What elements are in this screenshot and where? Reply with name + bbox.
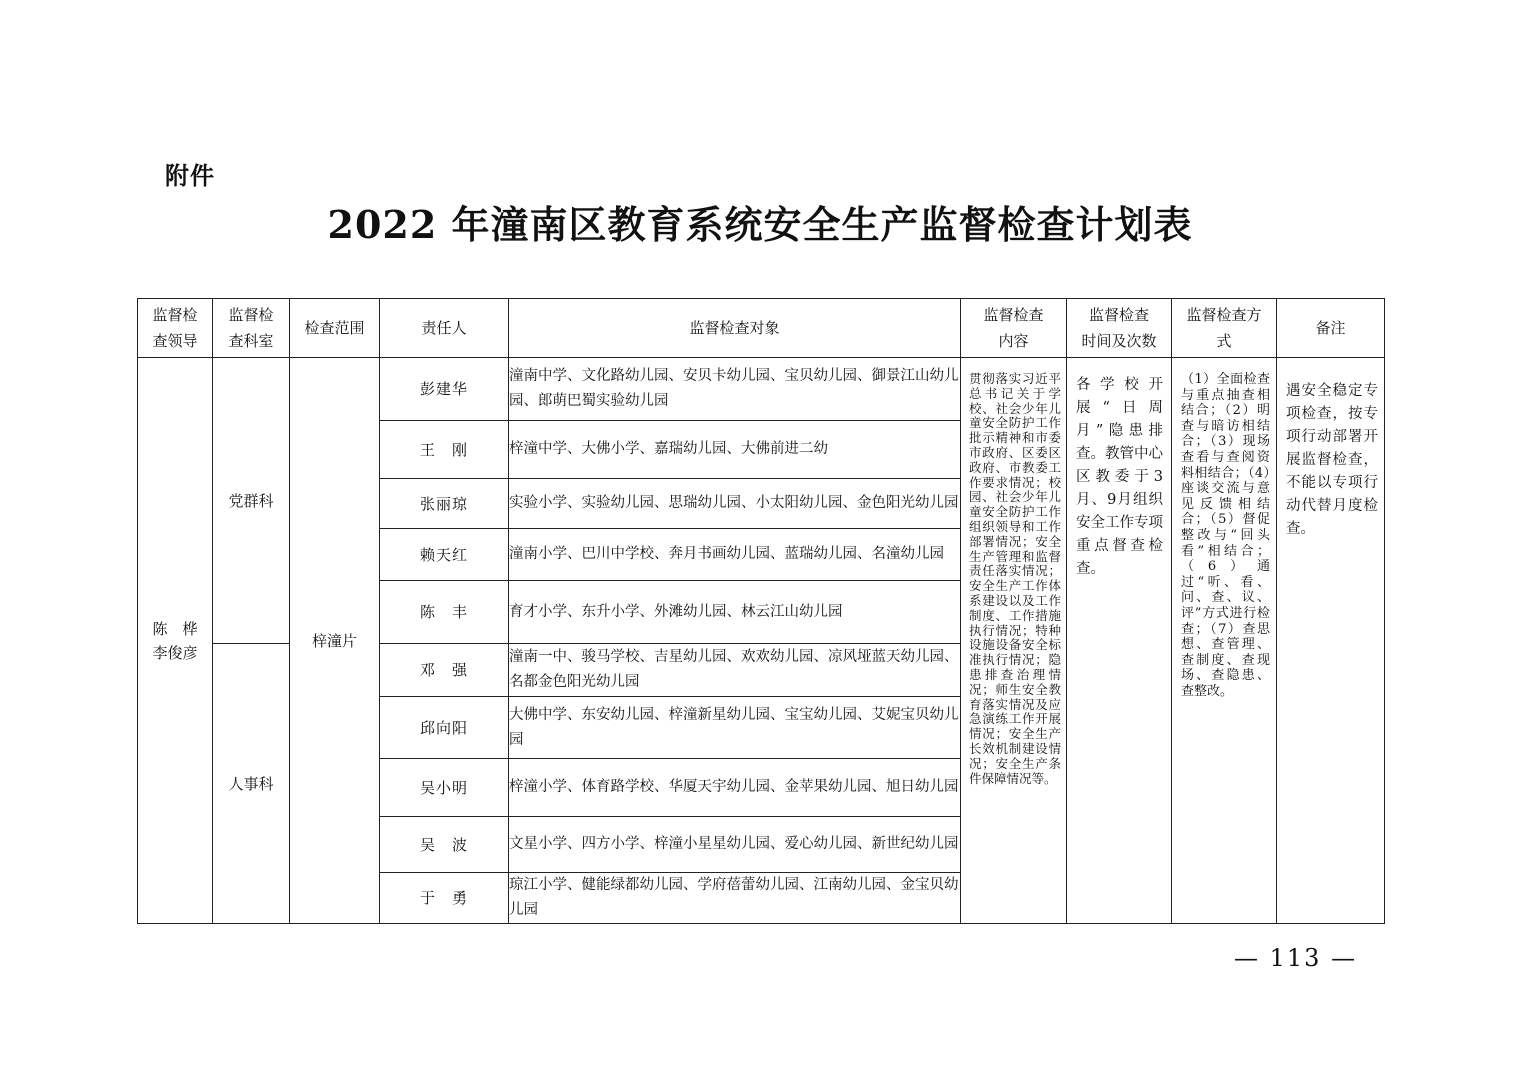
person-cell: 彭建华: [380, 358, 509, 421]
header-scope: 检查范围: [290, 299, 380, 358]
header-person: 责任人: [380, 299, 509, 358]
header-content: 监督检查 内容: [961, 299, 1067, 358]
department-cell: 人事科: [213, 644, 290, 924]
targets-cell: 大佛中学、东安幼儿园、梓潼新星幼儿园、宝宝幼儿园、艾妮宝贝幼儿园: [509, 697, 961, 759]
page-number: — 113 —: [1234, 944, 1358, 972]
person-cell: 王 刚: [380, 421, 509, 479]
targets-cell: 文星小学、四方小学、梓潼小星星幼儿园、爱心幼儿园、新世纪幼儿园: [509, 817, 961, 873]
department-cell: 党群科: [213, 358, 290, 644]
time-cell: [1067, 358, 1172, 924]
targets-cell: 育才小学、东升小学、外滩幼儿园、林云江山幼儿园: [509, 581, 961, 644]
header-targets: 监督检查对象: [509, 299, 961, 358]
person-cell: 吴小明: [380, 759, 509, 817]
content-text: 贯彻落实习近平总书记关于学校、社会少年儿童安全防护工作批示精神和市委市政府、区委区政府、市教委工作要求情况；校园、社会少年儿童安全防护工作组织领导和工作部署情况；安全生产管理和监督责任落实情况；安全生产工作体系建设以及工作制度、工作措施执行情况；特种设施设备安全标准执行情况；隐患排查治理情况；师生安全教育落实情况及应急演练工作开展情况；安全生产长效机制建设情况；安全生产条件保障情况等。: [969, 371, 1061, 786]
method-cell: [1172, 358, 1277, 924]
attachment-label: 附件: [165, 162, 215, 190]
targets-cell: 潼南中学、文化路幼儿园、安贝卡幼儿园、宝贝幼儿园、御景江山幼儿园、郎萌巴蜀实验幼儿园: [509, 358, 961, 421]
targets-cell: 琼江小学、健能绿都幼儿园、学府蓓蕾幼儿园、江南幼儿园、金宝贝幼儿园: [509, 873, 961, 924]
note-cell: [1277, 358, 1385, 924]
document-title: 2022 年潼南区教育系统安全生产监督检查计划表: [327, 202, 1193, 247]
person-cell: 吴 波: [380, 817, 509, 873]
leader-name: 李俊彦: [152, 643, 198, 662]
person-cell: 邓 强: [380, 644, 509, 697]
content-cell: [961, 358, 1067, 924]
targets-cell: 实验小学、实验幼儿园、思瑞幼儿园、小太阳幼儿园、金色阳光幼儿园: [509, 479, 961, 529]
person-cell: 陈 丰: [380, 581, 509, 644]
person-cell: 邱向阳: [380, 697, 509, 759]
time-text: 各学校开展“日周月”隐患排查。教管中心区教委于3月、9月组织安全工作专项重点督查检查。: [1076, 377, 1163, 577]
note-text: 遇安全稳定专项检查，按专项行动部署开展监督检查，不能以专项行动代替月度检查。: [1286, 383, 1378, 537]
table-row: [138, 358, 1385, 421]
person-cell: 张丽琼: [380, 479, 509, 529]
header-department: 监督检 查科室: [213, 299, 290, 358]
targets-cell: 潼南小学、巴川中学校、奔月书画幼儿园、蓝瑞幼儿园、名潼幼儿园: [509, 529, 961, 581]
person-cell: 赖天红: [380, 529, 509, 581]
header-note: 备注: [1277, 299, 1385, 358]
table-header-row: [138, 299, 1385, 358]
inspection-plan-table: [137, 298, 1385, 924]
method-text: （1）全面检查与重点抽查相结合；（2）明查与暗访相结合；（3）现场查看与查阅资料相结合；（4）座谈交流与意见反馈相结合；（5）督促整改与“回头看”相结合；（6）通过“听、看、问、查、议、评”方式进行检查；（7）查思想、查管理、查制度、查现场、查隐患、查整改。: [1181, 372, 1270, 699]
targets-cell: 潼南一中、骏马学校、吉星幼儿园、欢欢幼儿园、凉风垭蓝天幼儿园、名都金色阳光幼儿园: [509, 644, 961, 697]
header-leader: 监督检 查领导: [138, 299, 213, 358]
targets-cell: 梓潼小学、体育路学校、华厦天宇幼儿园、金苹果幼儿园、旭日幼儿园: [509, 759, 961, 817]
leader-cell: [138, 358, 213, 924]
header-time: 监督检查 时间及次数: [1067, 299, 1172, 358]
scope-cell: 梓潼片: [290, 358, 380, 924]
leader-name: 陈 桦: [152, 619, 198, 638]
targets-cell: 梓潼中学、大佛小学、嘉瑞幼儿园、大佛前进二幼: [509, 421, 961, 479]
header-method: 监督检查方 式: [1172, 299, 1277, 358]
person-cell: 于 勇: [380, 873, 509, 924]
